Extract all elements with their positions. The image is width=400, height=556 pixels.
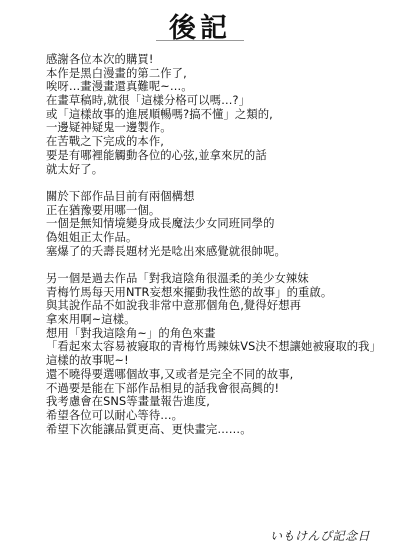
text-line: 拿來用啊~這樣。 xyxy=(46,312,136,327)
paragraph-3 xyxy=(46,272,394,436)
paragraph-1 xyxy=(46,53,394,176)
paragraph-gap xyxy=(46,176,394,190)
text-line: 關於下部作品目前有兩個構想 xyxy=(46,188,195,203)
text-line: 正在猶豫要用哪一個。 xyxy=(46,202,161,217)
text-line: 一邊疑神疑鬼一邊製作。 xyxy=(46,120,172,135)
text-line: 與其說作品不如說我非常中意那個角色,覺得好想再 xyxy=(46,298,302,313)
text-line: 就太好了。 xyxy=(46,161,104,176)
text-line: 這樣的故事呢~! xyxy=(46,353,129,368)
text-line: 我考慮會在SNS等畫量報告進度, xyxy=(46,394,210,409)
text-line: 偽姐姐正太作品。 xyxy=(46,229,138,244)
text-line: 在畫草稿時,就很「這樣分格可以嗎…?」 xyxy=(46,93,251,108)
text-line: 希望各位可以耐心等待…。 xyxy=(46,407,184,422)
text-line: 希望下次能讓品質更高、更快畫完……。 xyxy=(46,421,252,436)
text-line: 青梅竹馬每天用NTR妄想來擺動我性慾的故事」的重啟。 xyxy=(46,284,333,299)
text-line: 「看起來太容易被寢取的青梅竹馬辣妹VS決不想讓她被寢取的我」 xyxy=(46,339,382,354)
handwritten-signature: いもけんぴ記念日 xyxy=(269,529,370,543)
text-line: 感謝各位本次的購買! xyxy=(46,52,154,66)
text-line: 要是有哪裡能觸動各位的心弦,並拿來尻的話 xyxy=(46,147,267,162)
text-line: 想用「對我這陰角~」的角色來畫 xyxy=(46,325,216,340)
text-line: 唉呀…畫漫畫還真難呢~…。 xyxy=(46,79,193,94)
text-line: 一個是無知情境變身成長魔法少女同班同學的 xyxy=(46,216,275,231)
afterword-body xyxy=(46,53,394,436)
title-underline xyxy=(156,40,244,41)
page-title: 後記 xyxy=(169,13,231,44)
text-line: 本作是黑白漫畫的第二作了, xyxy=(46,65,187,80)
text-line: 不過要是能在下部作品相見的話我會很高興的! xyxy=(46,380,280,395)
text-line: 塞爆了的夭壽長題材光是唸出來感覺就很帥呢。 xyxy=(46,243,286,258)
text-line: 還不曉得要選哪個故事,又或者是完全不同的故事, xyxy=(46,366,294,381)
paragraph-gap xyxy=(46,258,394,272)
paragraph-2 xyxy=(46,190,394,258)
text-line: 另一個是過去作品「對我這陰角很溫柔的美少女辣妹 xyxy=(46,271,309,285)
text-line: 或「這樣故事的進展順暢嗎?搞不懂」之類的, xyxy=(46,106,273,121)
text-line: 在苦戰之下完成的本作, xyxy=(46,134,164,149)
